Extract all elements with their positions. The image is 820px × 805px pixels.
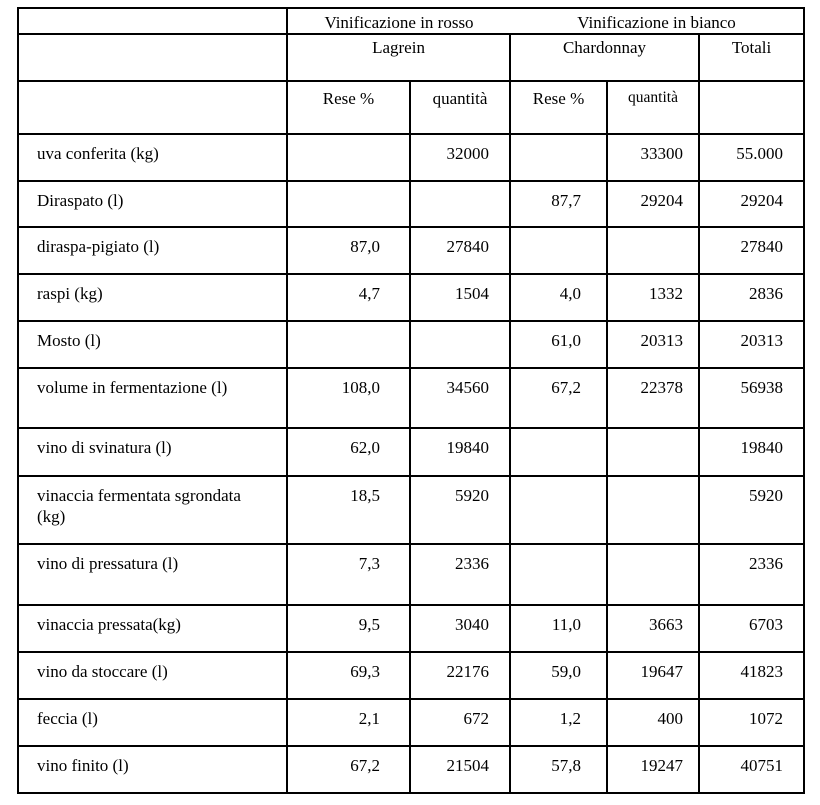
rese-white-cell: 4,0 (510, 274, 607, 321)
quantita-white-cell: 22378 (607, 368, 699, 428)
header-empty-cell (18, 81, 287, 134)
quantita-white-cell (607, 227, 699, 274)
group-header-row (18, 8, 804, 34)
totals-header: Totali (699, 34, 804, 81)
rese-red-cell: 7,3 (287, 544, 410, 605)
row-label: vino di pressatura (l) (18, 544, 287, 605)
rese-white-cell: 87,7 (510, 181, 607, 227)
quantita-red-cell: 3040 (410, 605, 510, 652)
rese-red-cell: 69,3 (287, 652, 410, 699)
rese-red-cell (287, 181, 410, 227)
rese-red-cell: 62,0 (287, 428, 410, 476)
quantita-red-cell: 1504 (410, 274, 510, 321)
rese-white-cell: 67,2 (510, 368, 607, 428)
rese-white-cell (510, 428, 607, 476)
quantita-red-cell: 2336 (410, 544, 510, 605)
quantita-red-cell: 32000 (410, 134, 510, 181)
table-row (18, 181, 804, 227)
vinification-table-container (17, 7, 803, 790)
quantita-white-cell (607, 544, 699, 605)
table-row (18, 652, 804, 699)
quantita-white-cell: 3663 (607, 605, 699, 652)
total-cell: 55.000 (699, 134, 804, 181)
total-cell: 27840 (699, 227, 804, 274)
quantita-red-cell: 34560 (410, 368, 510, 428)
table-row (18, 227, 804, 274)
rese-white-cell (510, 134, 607, 181)
variety-header-row (18, 34, 804, 81)
row-label: Mosto (l) (18, 321, 287, 368)
rese-red-cell: 4,7 (287, 274, 410, 321)
row-label: uva conferita (kg) (18, 134, 287, 181)
table-row (18, 476, 804, 544)
total-cell: 19840 (699, 428, 804, 476)
rese-red-cell: 18,5 (287, 476, 410, 544)
rese-red-cell: 67,2 (287, 746, 410, 793)
table-row (18, 699, 804, 746)
variety-red-header: Lagrein (287, 34, 510, 81)
total-cell: 40751 (699, 746, 804, 793)
rese-white-header: Rese % (510, 81, 607, 134)
vinification-table (17, 7, 805, 794)
row-label: vinaccia fermentata sgrondata (kg) (18, 476, 287, 544)
quantita-red-header: quantità (410, 81, 510, 134)
table-row (18, 368, 804, 428)
quantita-red-cell: 5920 (410, 476, 510, 544)
total-cell: 6703 (699, 605, 804, 652)
total-cell: 2336 (699, 544, 804, 605)
rese-red-cell (287, 321, 410, 368)
rese-white-cell (510, 227, 607, 274)
quantita-white-cell: 1332 (607, 274, 699, 321)
row-label: vino da stoccare (l) (18, 652, 287, 699)
variety-white-header: Chardonnay (510, 34, 699, 81)
header-empty-cell (18, 8, 287, 34)
total-cell: 29204 (699, 181, 804, 227)
total-cell: 20313 (699, 321, 804, 368)
rese-white-cell (510, 476, 607, 544)
rese-red-header: Rese % (287, 81, 410, 134)
quantita-white-cell: 19647 (607, 652, 699, 699)
table-row (18, 428, 804, 476)
totals-sub-empty-cell (699, 81, 804, 134)
total-cell: 2836 (699, 274, 804, 321)
quantita-white-header: quantità (607, 81, 699, 134)
subheader-row (18, 81, 804, 134)
quantita-white-cell: 20313 (607, 321, 699, 368)
table-row (18, 134, 804, 181)
total-cell: 1072 (699, 699, 804, 746)
quantita-white-cell (607, 476, 699, 544)
quantita-red-cell: 27840 (410, 227, 510, 274)
group-red-header: Vinificazione in rosso (287, 8, 510, 34)
quantita-white-cell: 29204 (607, 181, 699, 227)
quantita-white-cell (607, 428, 699, 476)
rese-red-cell: 9,5 (287, 605, 410, 652)
table-row (18, 605, 804, 652)
rese-red-cell: 87,0 (287, 227, 410, 274)
quantita-red-cell: 22176 (410, 652, 510, 699)
rese-white-cell (510, 544, 607, 605)
quantita-white-cell: 19247 (607, 746, 699, 793)
row-label: raspi (kg) (18, 274, 287, 321)
header-empty-cell (18, 34, 287, 81)
quantita-white-cell: 33300 (607, 134, 699, 181)
total-cell: 5920 (699, 476, 804, 544)
table-row (18, 746, 804, 793)
quantita-red-cell (410, 321, 510, 368)
total-cell: 41823 (699, 652, 804, 699)
row-label: Diraspato (l) (18, 181, 287, 227)
row-label: vinaccia pressata(kg) (18, 605, 287, 652)
row-label: vino finito (l) (18, 746, 287, 793)
rese-white-cell: 1,2 (510, 699, 607, 746)
table-row (18, 321, 804, 368)
row-label: diraspa-pigiato (l) (18, 227, 287, 274)
quantita-red-cell: 672 (410, 699, 510, 746)
rese-red-cell (287, 134, 410, 181)
group-white-header: Vinificazione in bianco (510, 8, 804, 34)
rese-red-cell: 2,1 (287, 699, 410, 746)
row-label: feccia (l) (18, 699, 287, 746)
total-cell: 56938 (699, 368, 804, 428)
rese-white-cell: 59,0 (510, 652, 607, 699)
quantita-red-cell: 19840 (410, 428, 510, 476)
row-label: volume in fermentazione (l) (18, 368, 287, 428)
rese-red-cell: 108,0 (287, 368, 410, 428)
rese-white-cell: 57,8 (510, 746, 607, 793)
table-row (18, 544, 804, 605)
quantita-red-cell (410, 181, 510, 227)
quantita-white-cell: 400 (607, 699, 699, 746)
rese-white-cell: 11,0 (510, 605, 607, 652)
row-label: vino di svinatura (l) (18, 428, 287, 476)
rese-white-cell: 61,0 (510, 321, 607, 368)
quantita-red-cell: 21504 (410, 746, 510, 793)
table-row (18, 274, 804, 321)
